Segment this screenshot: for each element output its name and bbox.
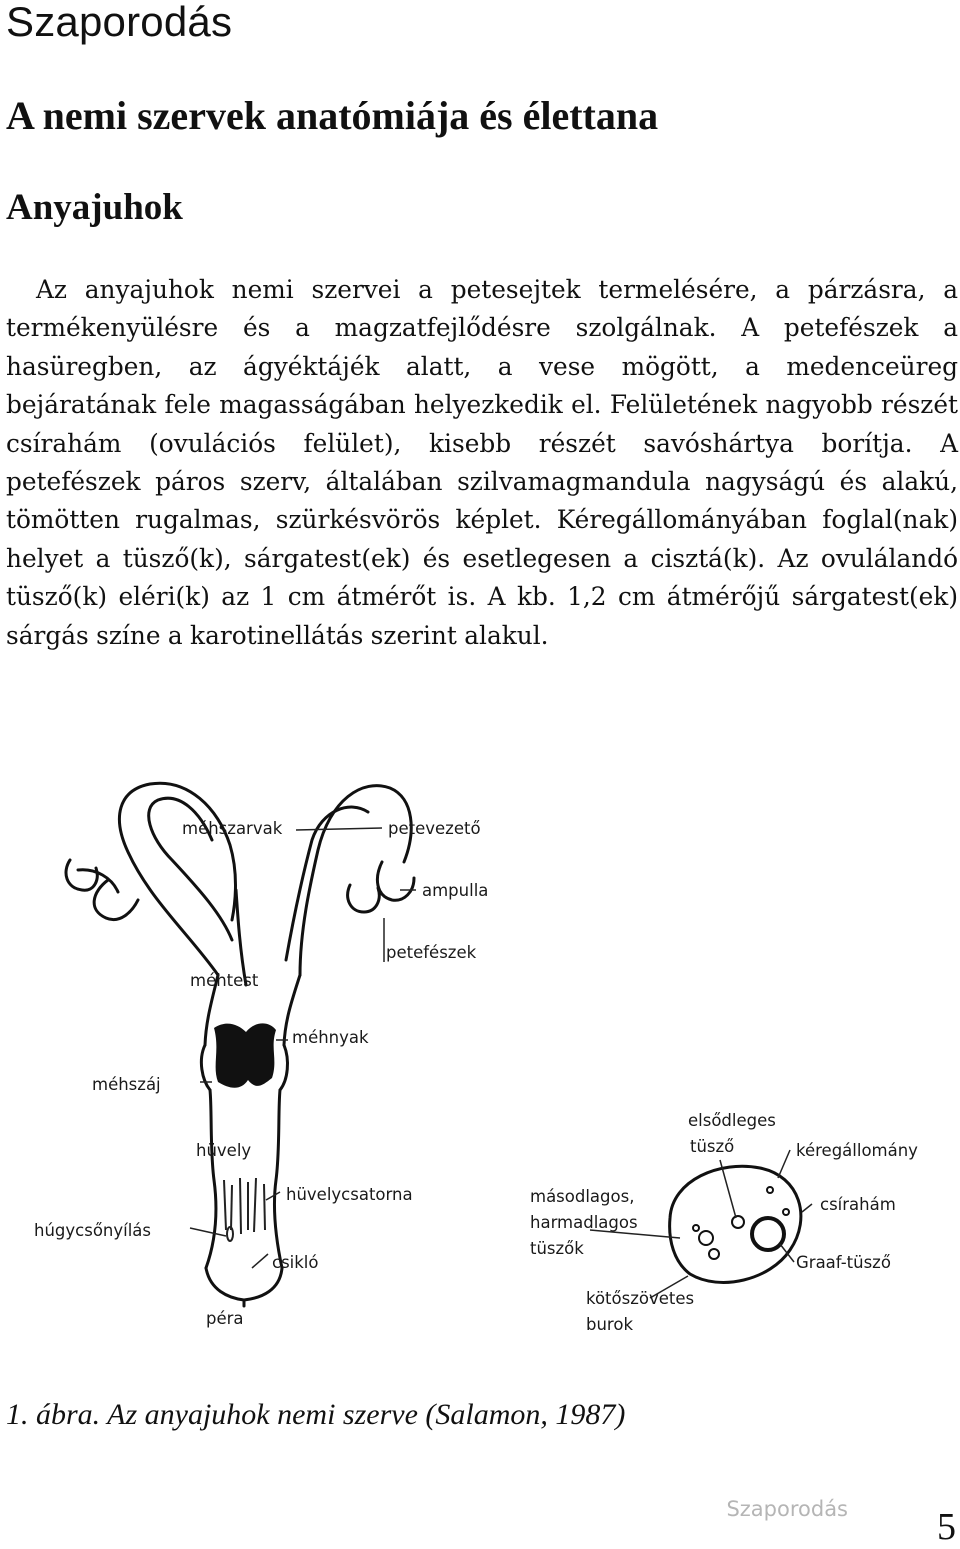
page-number: 5 [937,1506,956,1548]
label-mehszarvak: méhszarvak [182,819,283,838]
label-masodlagos-line1: másodlagos, [530,1187,635,1206]
label-petefeszek: petefészek [386,943,477,962]
label-hugycsonyilas: húgycsőnyílás [34,1221,152,1240]
label-kotoszovetes-line2: burok [586,1315,634,1334]
label-kotoszovetes-line1: kötőszövetes [586,1289,695,1308]
label-masodlagos-line3: tüszők [530,1239,584,1258]
chapter-title: Szaporodás [6,0,233,45]
label-elsodleges-line2: tüsző [690,1137,735,1156]
cervix-folds [214,1023,276,1087]
label-keregallomany: kéregállomány [796,1141,918,1160]
label-csiraham: csírahám [820,1195,896,1214]
label-mehszaj: méhszáj [92,1075,161,1094]
body-paragraph: Az anyajuhok nemi szervei a petesejtek termelésére, a párzásra, a termékenyülésre és a magzatfejlődésre szolgálnak. A petefészek a hasüregben, az ágyéktájék alatt, a vese mögött, a medenceüreg bejáratának fele magasságában helyezkedik el. Felületének nagyobb részét csírahám (ovulációs felület), kisebb részét savóshártya borítja. A petefészek páros szerv, általában szilvamagmandula nagyságú és alakú, tömötten rugalmas, szürkésvörös képlet. Kéregállományában foglal(nak) helyet a tüsző(k), sárgatest(ek) és esetlegesen a cisztá(k). Az ovulálandó tüsző(k) eléri(k) az 1 cm átmérőt is. A kb. 1,2 cm átmérőjű sárgatest(ek) sárgás színe a karotinellátás szerint alakul. [6,275,958,650]
pointer-lines [190,828,812,1298]
label-masodlagos-line2: harmadlagos [530,1213,638,1232]
running-head: Szaporodás [726,1497,848,1521]
label-pera: péra [206,1309,244,1328]
label-petevezeto: petevezető [388,819,481,838]
subsection-title: Anyajuhok [6,187,183,228]
label-csiklo: csikló [272,1253,319,1272]
label-huvely: hüvely [196,1141,252,1160]
section-title: A nemi szervek anatómiája és élettana [6,93,659,138]
label-ampulla: ampulla [422,881,489,900]
label-mehnyak: méhnyak [292,1028,369,1047]
label-mehtest: méhtest [190,971,259,990]
label-elsodleges-line1: elsődleges [688,1111,776,1130]
reproductive-organs-figure [0,760,960,1380]
label-huvelycsatorna: hüvelycsatorna [286,1185,413,1204]
figure-caption: 1. ábra. Az anyajuhok nemi szerve (Salamon, 1987) [6,1398,626,1431]
label-graaf: Graaf-tüsző [796,1253,891,1272]
ovary-section-drawing [670,1166,801,1282]
vaginal-folds [224,1178,265,1241]
